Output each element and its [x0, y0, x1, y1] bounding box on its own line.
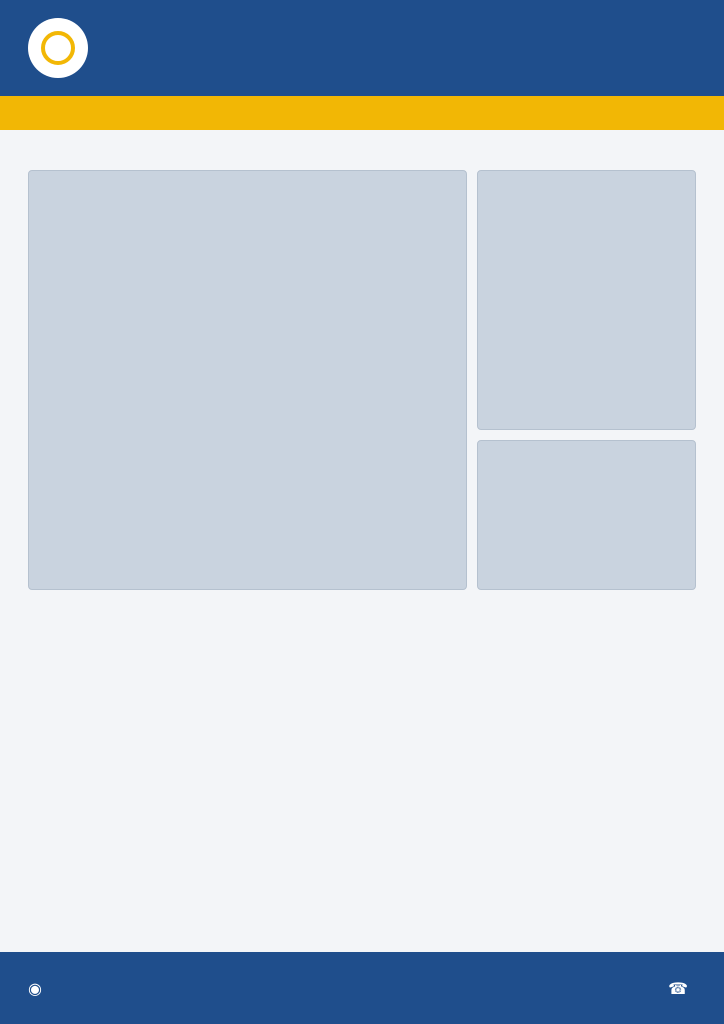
phone-icon: ☎ [668, 978, 688, 998]
photo-main [28, 170, 467, 590]
photo-secondary [477, 170, 696, 430]
globe-icon: ◉ [28, 978, 42, 998]
photo-grid [28, 170, 696, 590]
issue-bar [0, 96, 724, 130]
photo-tertiary [477, 440, 696, 590]
main-content [0, 130, 724, 952]
page-footer [0, 952, 724, 1024]
page-header [0, 0, 724, 96]
footer-website[interactable] [28, 979, 50, 998]
logo [28, 18, 88, 78]
emblem-icon [41, 31, 75, 65]
footer-phone[interactable] [668, 979, 696, 998]
